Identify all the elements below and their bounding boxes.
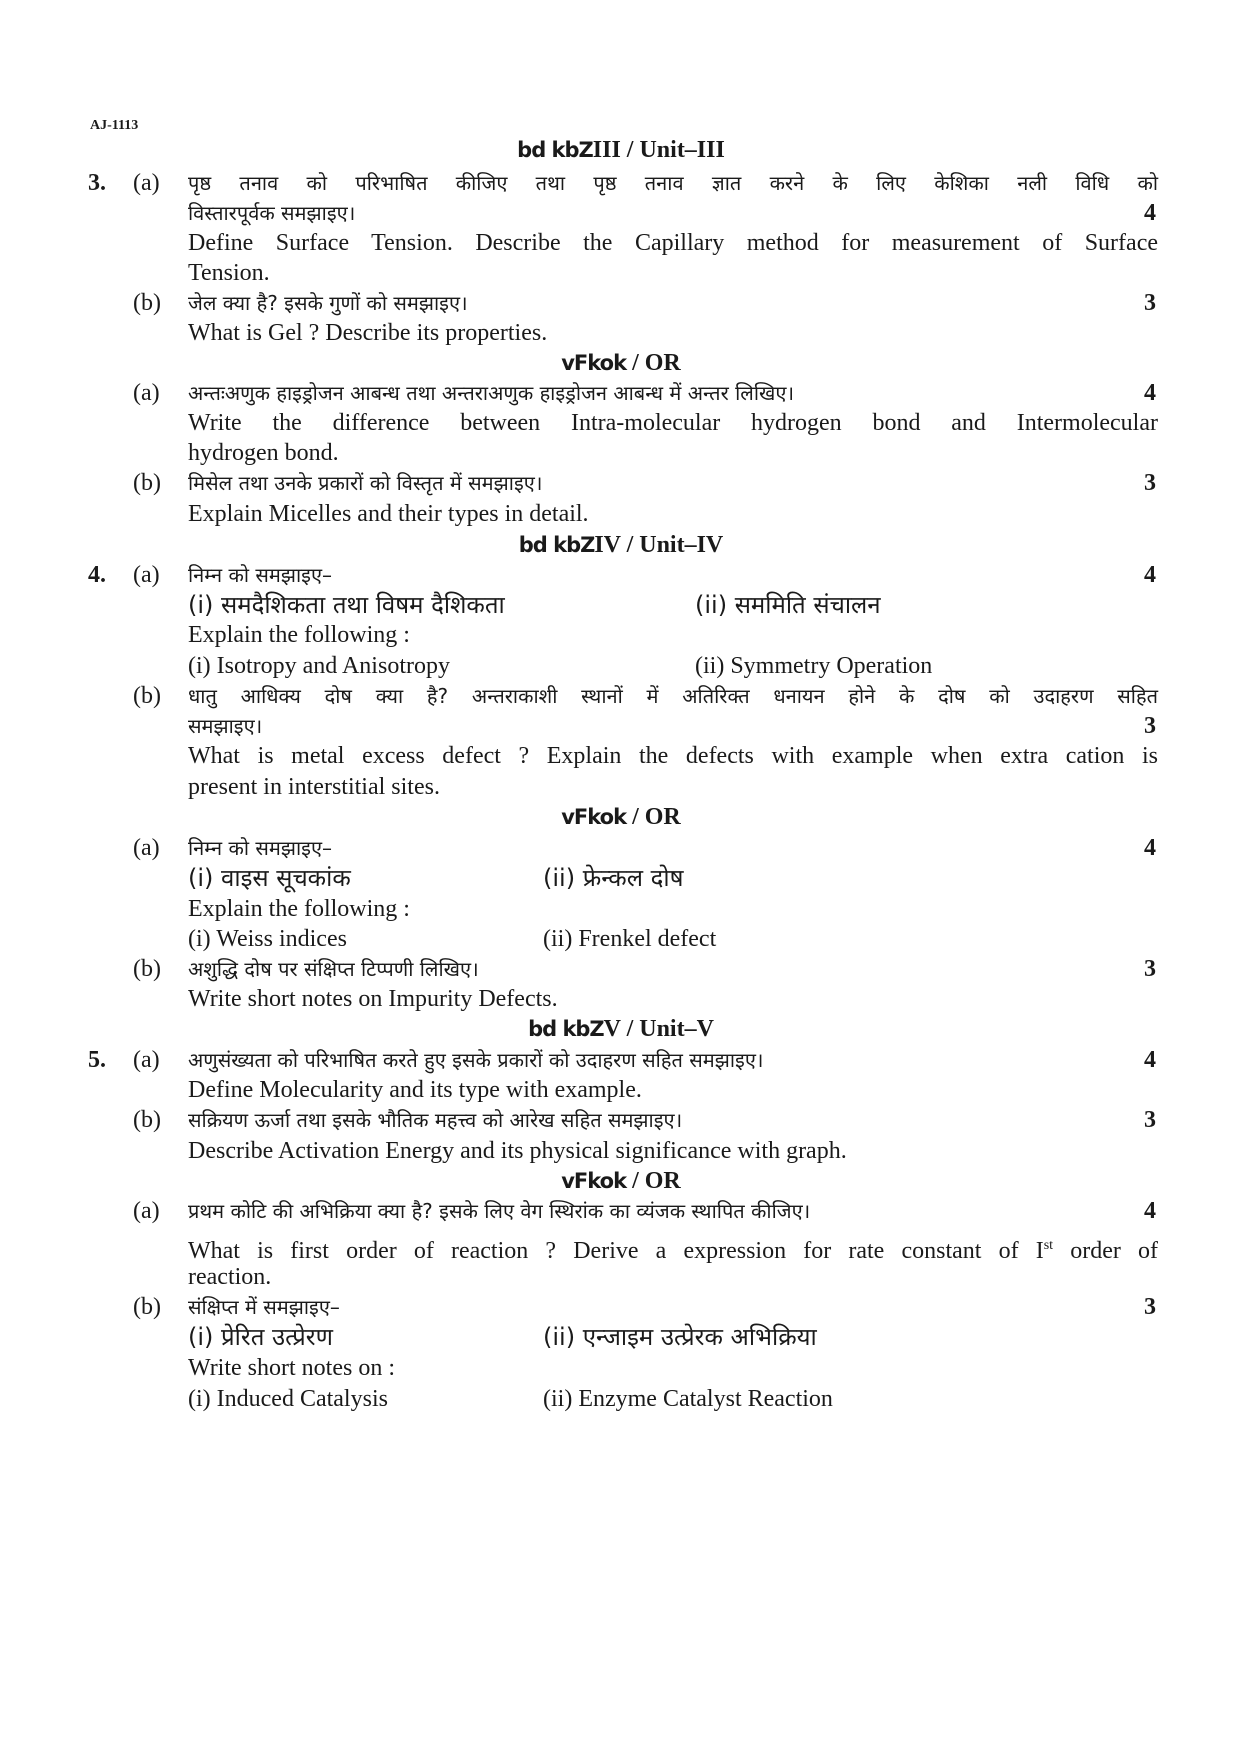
q3b-marks: 3 bbox=[1144, 290, 1156, 316]
q5-or-b-english-option-ii: (ii) Enzyme Catalyst Reaction bbox=[543, 1386, 833, 1412]
q5-or-b-english: Write short notes on : bbox=[188, 1355, 395, 1381]
q4-or-b-english: Write short notes on Impurity Defects. bbox=[188, 986, 558, 1012]
q5-or-a-marks: 4 bbox=[1144, 1198, 1156, 1224]
q5-or-b-label: (b) bbox=[133, 1294, 161, 1320]
q4b-hindi-line1: धातु आधिक्य दोष क्या है? अन्तराकाशी स्थानों में अतिरिक्त धनायन होने के दोष को उदाहरण सहित bbox=[188, 684, 1158, 708]
question-number-4: 4. bbox=[88, 562, 106, 588]
q3a-hindi-line2: विस्तारपूर्वक समझाइए। bbox=[188, 201, 356, 225]
q4-or-a-hindi-option-i: (i) वाइस सूचकांक bbox=[188, 864, 351, 892]
q4b-hindi-line2: समझाइए। bbox=[188, 714, 263, 738]
q3b-label: (b) bbox=[133, 290, 161, 316]
q4a-hindi-option-ii: (ii) सममिति संचालन bbox=[695, 591, 881, 619]
or-heading-5: vFkok / OR bbox=[561, 1168, 681, 1194]
q5-or-b-hindi-option-ii: (ii) एन्जाइम उत्प्रेरक अभिक्रिया bbox=[543, 1323, 817, 1351]
q3-or-b-hindi: मिसेल तथा उनके प्रकारों को विस्तृत में समझाइए। bbox=[188, 471, 543, 495]
q3-or-a-hindi: अन्तःअणुक हाइड्रोजन आबन्ध तथा अन्तराअणुक हाइड्रोजन आबन्ध में अन्तर लिखिए। bbox=[188, 381, 795, 405]
q4-or-a-english-option-ii: (ii) Frenkel defect bbox=[543, 926, 717, 952]
q3a-hindi-line1: पृष्ठ तनाव को परिभाषित कीजिए तथा पृष्ठ तनाव ज्ञात करने के लिए केशिका नली विधि को bbox=[188, 171, 1158, 195]
q5b-label: (b) bbox=[133, 1107, 161, 1133]
q4b-label: (b) bbox=[133, 683, 161, 709]
q4-or-a-english-option-i: (i) Weiss indices bbox=[188, 926, 347, 952]
q3-or-b-label: (b) bbox=[133, 470, 161, 496]
q4b-english-line2: present in interstitial sites. bbox=[188, 774, 440, 800]
q3a-marks: 4 bbox=[1144, 200, 1156, 226]
q4-or-a-english: Explain the following : bbox=[188, 896, 410, 922]
q4b-english-line1: What is metal excess defect ? Explain the defects with example when extra cation is bbox=[188, 743, 1158, 769]
q3-or-a-marks: 4 bbox=[1144, 380, 1156, 406]
q5a-english: Define Molecularity and its type with example. bbox=[188, 1077, 642, 1103]
q4b-marks: 3 bbox=[1144, 713, 1156, 739]
question-number-3: 3. bbox=[88, 170, 106, 196]
q3-or-b-english: Explain Micelles and their types in detail. bbox=[188, 501, 589, 527]
unit-heading-4: bd kbZIV / Unit–IV bbox=[518, 532, 724, 558]
q5-or-b-hindi: संक्षिप्त में समझाइए– bbox=[188, 1295, 340, 1319]
q4a-hindi-option-i: (i) समदैशिकता तथा विषम दैशिकता bbox=[188, 591, 505, 619]
q5a-marks: 4 bbox=[1144, 1047, 1156, 1073]
q5-or-a-hindi: प्रथम कोटि की अभिक्रिया क्या है? इसके लिए वेग स्थिरांक का व्यंजक स्थापित कीजिए। bbox=[188, 1199, 811, 1223]
q5b-hindi: सक्रियण ऊर्जा तथा इसके भौतिक महत्त्व को आरेख सहित समझाइए। bbox=[188, 1108, 683, 1132]
q4a-label: (a) bbox=[133, 562, 160, 588]
q4a-hindi: निम्न को समझाइए– bbox=[188, 563, 333, 587]
q5-or-a-label: (a) bbox=[133, 1198, 160, 1224]
question-number-5: 5. bbox=[88, 1047, 106, 1073]
q4a-english-option-i: (i) Isotropy and Anisotropy bbox=[188, 653, 450, 679]
or-heading-3: vFkok / OR bbox=[561, 350, 681, 376]
q5-or-b-english-option-i: (i) Induced Catalysis bbox=[188, 1386, 388, 1412]
q4-or-b-marks: 3 bbox=[1144, 956, 1156, 982]
q3-or-b-marks: 3 bbox=[1144, 470, 1156, 496]
paper-code: AJ-1113 bbox=[90, 118, 139, 133]
q3a-english-line1: Define Surface Tension. Describe the Capillary method for measurement of Surface bbox=[188, 230, 1158, 256]
q4-or-a-hindi: निम्न को समझाइए– bbox=[188, 836, 333, 860]
unit-heading-5: bd kbZV / Unit–V bbox=[528, 1016, 714, 1042]
q5-or-b-hindi-option-i: (i) प्रेरित उत्प्रेरण bbox=[188, 1323, 333, 1351]
q5-or-b-marks: 3 bbox=[1144, 1294, 1156, 1320]
q5-or-a-english-line2: reaction. bbox=[188, 1264, 272, 1290]
q3a-english-line2: Tension. bbox=[188, 260, 270, 286]
q4-or-a-marks: 4 bbox=[1144, 835, 1156, 861]
q4-or-b-hindi: अशुद्धि दोष पर संक्षिप्त टिप्पणी लिखिए। bbox=[188, 957, 479, 981]
q3-or-a-english-line1: Write the difference between Intra-molecular hydrogen bond and Intermolecular bbox=[188, 410, 1158, 436]
q3-or-a-label: (a) bbox=[133, 380, 160, 406]
q5a-hindi: अणुसंख्यता को परिभाषित करते हुए इसके प्रकारों को उदाहरण सहित समझाइए। bbox=[188, 1048, 764, 1072]
q3-or-a-english-line2: hydrogen bond. bbox=[188, 440, 339, 466]
q5b-marks: 3 bbox=[1144, 1107, 1156, 1133]
q3b-hindi: जेल क्या है? इसके गुणों को समझाइए। bbox=[188, 291, 468, 315]
q5b-english: Describe Activation Energy and its physical significance with graph. bbox=[188, 1138, 847, 1164]
q3a-label: (a) bbox=[133, 170, 160, 196]
q4a-english: Explain the following : bbox=[188, 622, 410, 648]
q3b-english: What is Gel ? Describe its properties. bbox=[188, 320, 548, 346]
q4-or-a-label: (a) bbox=[133, 835, 160, 861]
q4a-english-option-ii: (ii) Symmetry Operation bbox=[695, 653, 933, 679]
q5-or-a-english-line1: What is first order of reaction ? Derive a expression for rate constant of Ist order of bbox=[188, 1238, 1158, 1264]
q4-or-a-hindi-option-ii: (ii) फ्रेन्कल दोष bbox=[543, 864, 684, 892]
q4-or-b-label: (b) bbox=[133, 956, 161, 982]
unit-heading-3: bd kbZIII / Unit–III bbox=[517, 137, 725, 163]
or-heading-4: vFkok / OR bbox=[561, 804, 681, 830]
q4a-marks: 4 bbox=[1144, 562, 1156, 588]
q5a-label: (a) bbox=[133, 1047, 160, 1073]
